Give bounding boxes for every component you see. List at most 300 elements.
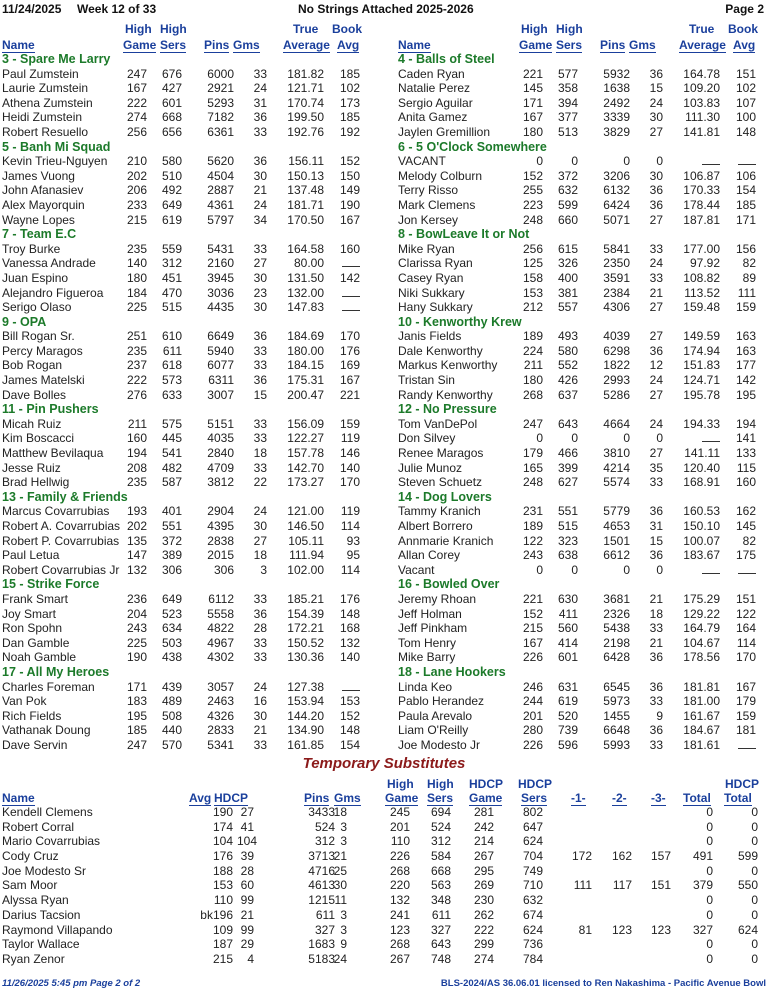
games: 24 <box>649 416 663 431</box>
high-game: 247 <box>126 737 147 752</box>
book-average: 185 <box>339 110 360 125</box>
pins: 7182 <box>207 110 234 125</box>
book-average-blank <box>342 300 360 315</box>
pins: 3812 <box>207 475 234 490</box>
sub-header-hdcp-total-l1: HDCP <box>725 777 760 791</box>
pins: 4709 <box>207 460 234 475</box>
header-true: True <box>689 22 715 36</box>
games: 18 <box>649 606 663 621</box>
high-sers: 601 <box>557 650 578 665</box>
bowler-name: Hany Sukkary <box>398 300 473 315</box>
sub-game-2: 117 <box>612 878 632 893</box>
games: 33 <box>253 591 267 606</box>
games: 36 <box>253 606 267 621</box>
bowler-name: Paul Zumstein <box>2 66 79 81</box>
bowler-row <box>0 96 380 111</box>
high-game: 180 <box>522 124 543 139</box>
sub-pins: 3713 <box>308 849 335 864</box>
sub-header-name: Name <box>2 791 35 805</box>
header-true: True <box>293 22 319 36</box>
high-sers: 656 <box>161 124 182 139</box>
book-average: 142 <box>339 270 360 285</box>
sub-pins: 327 <box>314 922 335 937</box>
sub-name: Kendell Clemens <box>2 805 93 819</box>
games: 33 <box>649 694 663 709</box>
high-game: 226 <box>522 650 543 665</box>
sub-game-2: 162 <box>611 849 632 864</box>
blank-line <box>702 564 720 574</box>
sub-hdcp-game: 299 <box>473 937 494 952</box>
sub-total: 0 <box>706 819 713 834</box>
games: 33 <box>253 460 267 475</box>
team-title: 3 - Spare Me Larry <box>2 52 111 66</box>
team-title: 8 - BowLeave It or Not <box>398 227 530 242</box>
team-title: 13 - Family & Friends <box>2 489 128 504</box>
bowler-name: Dale Kenworthy <box>398 343 483 358</box>
pins: 4395 <box>207 519 234 533</box>
true-average: 168.91 <box>683 475 720 490</box>
high-sers: 541 <box>161 446 182 461</box>
book-average: 114 <box>736 635 756 650</box>
true-average: 183.67 <box>683 548 720 563</box>
games: 36 <box>649 723 663 738</box>
true-average: 175.29 <box>683 591 720 606</box>
sub-name: Mario Covarrubias <box>2 834 101 849</box>
high-sers: 372 <box>161 533 182 548</box>
sub-hdcp-game: 214 <box>473 834 494 849</box>
high-game: 224 <box>522 343 543 358</box>
games: 33 <box>253 635 267 650</box>
high-game: 179 <box>522 446 543 461</box>
book-average: 185 <box>339 66 360 81</box>
pins: 2015 <box>207 548 234 563</box>
high-game: 235 <box>126 475 147 490</box>
pins: 3945 <box>207 270 234 285</box>
bowler-name: Tom Henry <box>398 635 457 650</box>
footer-license: BLS-2024/AS 36.06.01 licensed to Ren Nakashima - Pacific Avenue Bowl <box>440 978 766 989</box>
high-game: 158 <box>522 270 543 285</box>
sub-hdcp-sers: 647 <box>522 819 543 834</box>
header-high-sers-l2: Sers <box>556 38 583 52</box>
sub-game-1: 111 <box>573 878 592 893</box>
true-average: 150.10 <box>683 519 720 533</box>
book-average: 160 <box>339 241 360 256</box>
book-average: 107 <box>735 95 756 110</box>
bowler-name: Serigo Olaso <box>2 300 72 315</box>
bowler-name: Noah Gamble <box>2 650 77 665</box>
pins: 5973 <box>603 694 630 709</box>
bowler-name: Dave Bolles <box>2 387 67 402</box>
bowler-name: Bob Rogan <box>2 358 63 373</box>
high-game: 132 <box>126 562 147 577</box>
pins: 6428 <box>603 650 630 665</box>
pins: 5940 <box>207 343 234 358</box>
true-average: 184.69 <box>287 329 324 344</box>
pins: 4822 <box>207 621 234 636</box>
high-game: 167 <box>522 635 543 650</box>
true-average: 184.67 <box>683 723 720 738</box>
high-game: 221 <box>522 66 543 81</box>
games: 30 <box>253 168 267 183</box>
high-game: 211 <box>127 416 147 431</box>
sub-pins: 1683 <box>308 937 335 952</box>
sub-hdcp: 99 <box>240 893 254 908</box>
team-title: 14 - Dog Lovers <box>398 489 492 504</box>
bowler-name: Percy Maragos <box>2 343 83 358</box>
true-average: 181.81 <box>683 679 720 694</box>
report-date: 11/24/2025 <box>2 2 62 16</box>
games: 15 <box>253 387 267 402</box>
high-game: 183 <box>126 694 147 709</box>
high-game: 237 <box>126 358 147 373</box>
header-gms: Gms <box>233 38 260 52</box>
sub-total: 0 <box>706 907 713 922</box>
pins: 5071 <box>603 212 630 227</box>
games: 15 <box>649 81 663 96</box>
header-book: Book <box>728 22 758 36</box>
bowler-row <box>396 738 768 753</box>
high-game: 221 <box>522 591 543 606</box>
book-average: 149 <box>339 183 360 198</box>
games: 30 <box>253 519 267 533</box>
true-average: 141.11 <box>684 446 720 461</box>
pins: 6648 <box>603 723 630 738</box>
games: 33 <box>649 475 663 490</box>
sub-pins: 3433 <box>308 805 335 819</box>
true-average: 147.83 <box>287 300 324 315</box>
games: 33 <box>253 650 267 665</box>
bowler-name: Julie Munoz <box>398 460 463 475</box>
sub-high-sers: 748 <box>430 951 451 966</box>
games: 36 <box>253 154 267 169</box>
book-average-blank <box>738 738 756 753</box>
bowler-name: Steven Schuetz <box>398 475 483 490</box>
bowler-name: Athena Zumstein <box>2 95 93 110</box>
bowler-row <box>0 650 380 665</box>
sub-pins: 4716 <box>308 863 335 878</box>
substitute-row <box>0 923 768 938</box>
true-average: 111.94 <box>289 548 324 563</box>
bowler-row <box>396 431 768 446</box>
high-game: 135 <box>126 533 147 548</box>
true-average: 103.83 <box>683 95 720 110</box>
high-game: 235 <box>126 343 147 358</box>
bowler-name: Anita Gamez <box>398 110 468 125</box>
sub-game-1: 172 <box>571 849 592 864</box>
true-average: 144.20 <box>287 708 324 723</box>
sub-hdcp-total: 0 <box>751 863 758 878</box>
sub-high-sers: 668 <box>430 863 451 878</box>
bowler-row <box>0 198 380 213</box>
games: 15 <box>649 533 663 548</box>
true-average: 80.00 <box>293 256 324 271</box>
bowler-row <box>396 388 768 403</box>
team-title: 7 - Team E.C <box>2 227 77 242</box>
true-average: 127.38 <box>287 679 324 694</box>
bowler-name: Vanessa Andrade <box>2 256 96 271</box>
bowler-row <box>396 519 768 534</box>
header-book-avg: Avg <box>733 38 756 52</box>
sub-header-hdcp-game-l2: Game <box>469 791 503 805</box>
sub-hdcp-sers: 736 <box>522 937 543 952</box>
header-high-game-l2: Game <box>123 38 157 52</box>
sub-hdcp-total: 0 <box>751 951 758 966</box>
sub-games: 30 <box>333 878 347 893</box>
book-average: 176 <box>339 591 360 606</box>
bowler-row <box>396 417 768 432</box>
games: 3 <box>260 562 267 577</box>
sub-high-sers: 327 <box>430 922 451 937</box>
true-average: 178.56 <box>683 650 720 665</box>
bowler-row <box>0 183 380 198</box>
team-title: 12 - No Pressure <box>398 402 497 417</box>
sub-pins: 312 <box>314 834 335 849</box>
true-average: 130.36 <box>287 650 324 665</box>
games: 33 <box>253 66 267 81</box>
book-average: 119 <box>340 504 360 519</box>
book-average: 164 <box>735 621 756 636</box>
pins: 3810 <box>603 446 630 461</box>
bowler-row <box>0 461 380 476</box>
bowler-name: Clarissa Ryan <box>398 256 473 271</box>
sub-high-game: 220 <box>389 878 410 893</box>
bowler-name: Frank Smart <box>2 591 69 606</box>
pins: 3681 <box>603 591 630 606</box>
true-average: 181.61 <box>683 737 720 752</box>
sub-average: 174 <box>212 819 233 834</box>
bowler-row <box>396 607 768 622</box>
true-average: 194.33 <box>683 416 720 431</box>
sub-hdcp-sers: 674 <box>522 907 543 922</box>
true-average: 156.11 <box>288 154 324 169</box>
blank-line <box>738 155 756 165</box>
games: 35 <box>649 460 663 475</box>
sub-average: 176 <box>212 849 233 864</box>
sub-average: 153 <box>212 878 233 893</box>
sub-game-1: 81 <box>578 922 592 937</box>
bowler-name: Markus Kenworthy <box>398 358 498 373</box>
sub-header-hdcp-total-l2: Total <box>724 791 752 805</box>
bowler-name: Mike Ryan <box>398 241 455 256</box>
sub-hdcp: 27 <box>240 805 254 819</box>
sub-header-high-game-l1: High <box>387 777 414 791</box>
high-sers: 312 <box>161 256 182 271</box>
true-average: 153.94 <box>287 694 324 709</box>
bowler-row <box>0 607 380 622</box>
pins: 5286 <box>603 387 630 402</box>
sub-hdcp-total: 0 <box>751 805 758 819</box>
column-headers <box>0 20 768 52</box>
games: 21 <box>253 723 267 738</box>
true-average: 105.11 <box>288 533 324 548</box>
book-average: 160 <box>735 475 756 490</box>
header-high-sers-l1: High <box>556 22 583 36</box>
true-average: 159.48 <box>683 300 720 315</box>
sub-pins: 524 <box>314 819 335 834</box>
substitutes-title: Temporary Substitutes <box>302 755 466 772</box>
bowler-name: Kim Boscacci <box>2 431 75 446</box>
high-game: 222 <box>126 95 147 110</box>
sub-total: 0 <box>706 893 713 908</box>
high-game: 152 <box>522 168 543 183</box>
sub-games: 3 <box>340 922 347 937</box>
bowler-row <box>396 563 768 578</box>
sub-high-game: 110 <box>390 834 410 849</box>
blank-line <box>702 432 720 442</box>
true-average: 121.71 <box>287 81 324 96</box>
bowler-row <box>396 183 768 198</box>
bowler-row <box>0 300 380 315</box>
bowler-name: Caden Ryan <box>398 66 465 81</box>
high-game: 195 <box>126 708 147 723</box>
true-average: 200.47 <box>287 387 324 402</box>
pins: 5620 <box>207 154 234 169</box>
pins: 6298 <box>603 343 630 358</box>
pins: 5558 <box>207 606 234 621</box>
header-average: Average <box>283 38 330 52</box>
sub-hdcp: 99 <box>240 922 254 937</box>
bowler-row <box>396 242 768 257</box>
high-sers: 627 <box>557 475 578 490</box>
sub-name: Ryan Zenor <box>2 951 65 966</box>
games: 30 <box>649 168 663 183</box>
games: 33 <box>253 416 267 431</box>
bowler-name: John Afanasiev <box>2 183 84 198</box>
high-sers: 358 <box>557 81 578 96</box>
high-sers: 377 <box>557 110 578 125</box>
high-sers: 631 <box>557 679 578 694</box>
high-sers: 510 <box>161 168 182 183</box>
sub-header-hdcp-sers-l2: Sers <box>521 791 548 805</box>
high-sers: 676 <box>161 66 182 81</box>
high-game: 160 <box>126 431 147 446</box>
book-average: 148 <box>735 124 756 139</box>
bowler-row <box>0 417 380 432</box>
book-average: 154 <box>339 737 360 752</box>
high-game: 210 <box>126 154 147 169</box>
sub-high-sers: 584 <box>430 849 451 864</box>
book-average: 171 <box>735 212 756 227</box>
games: 31 <box>253 95 267 110</box>
sub-hdcp-game: 295 <box>473 863 494 878</box>
games: 33 <box>649 737 663 752</box>
sub-games: 3 <box>340 819 347 834</box>
book-average: 106 <box>735 168 756 183</box>
sub-hdcp-game: 230 <box>473 893 494 908</box>
true-average: 160.53 <box>683 504 720 519</box>
true-average: 199.50 <box>287 110 324 125</box>
games: 33 <box>253 358 267 373</box>
pins: 1638 <box>603 81 630 96</box>
high-sers: 668 <box>161 110 182 125</box>
bowler-name: Ron Spohn <box>2 621 63 636</box>
book-average-blank <box>738 563 756 578</box>
bowler-row <box>396 461 768 476</box>
sub-hdcp-total: 0 <box>751 819 758 834</box>
pins: 4504 <box>207 168 234 183</box>
high-sers: 619 <box>557 694 578 709</box>
pins: 4435 <box>207 300 234 315</box>
pins: 2840 <box>207 446 234 461</box>
sub-average: bk196 <box>200 907 233 922</box>
book-average: 142 <box>735 373 756 388</box>
high-sers: 482 <box>161 460 182 475</box>
bowler-name: Joe Modesto Jr <box>398 737 481 752</box>
header-name: Name <box>2 38 35 52</box>
sub-header-avg: Avg <box>189 791 212 805</box>
book-average: 176 <box>339 343 360 358</box>
high-game: 212 <box>522 300 543 315</box>
high-game: 145 <box>522 81 543 96</box>
book-average: 146 <box>339 446 360 461</box>
pins: 4302 <box>207 650 234 665</box>
book-average: 145 <box>735 519 756 533</box>
games: 36 <box>253 329 267 344</box>
sub-high-game: 123 <box>389 922 410 937</box>
bowler-name: Don Silvey <box>398 431 456 446</box>
sub-high-game: 132 <box>389 893 410 908</box>
bowler-name: Janis Fields <box>398 329 462 344</box>
sub-hdcp-sers: 749 <box>522 863 543 878</box>
true-average: 192.76 <box>287 124 324 139</box>
blank-line <box>342 301 360 311</box>
true-average: 164.79 <box>683 621 720 636</box>
true-average: 120.40 <box>683 460 720 475</box>
bowler-name: Robert Resuello <box>2 124 89 139</box>
book-average: 152 <box>339 154 360 169</box>
bowler-row <box>0 636 380 651</box>
high-game: 274 <box>126 110 147 125</box>
substitute-row <box>0 805 768 820</box>
true-average: 146.50 <box>287 519 324 533</box>
sub-hdcp-sers: 710 <box>522 878 543 893</box>
pins: 5841 <box>603 241 630 256</box>
book-average: 100 <box>735 110 756 125</box>
high-game: 256 <box>522 241 543 256</box>
pins: 5151 <box>207 416 234 431</box>
games: 28 <box>253 621 267 636</box>
bowler-row <box>396 169 768 184</box>
bowler-row <box>396 213 768 228</box>
blank-line <box>342 681 360 691</box>
games: 27 <box>253 256 267 271</box>
pins: 5932 <box>603 66 630 81</box>
bowler-name: Troy Burke <box>2 241 61 256</box>
bowler-row <box>0 329 380 344</box>
book-average: 185 <box>735 197 756 212</box>
games: 0 <box>656 562 663 577</box>
true-average: 174.94 <box>683 343 720 358</box>
book-average: 195 <box>735 387 756 402</box>
games: 24 <box>649 95 663 110</box>
sub-header-hdcp: HDCP <box>214 791 249 805</box>
high-sers: 570 <box>161 737 182 752</box>
games: 33 <box>253 124 267 139</box>
sub-high-sers: 348 <box>430 893 451 908</box>
high-sers: 466 <box>557 446 578 461</box>
games: 36 <box>649 343 663 358</box>
bowler-row <box>396 300 768 315</box>
bowler-name: Paul Letua <box>2 548 60 563</box>
high-sers: 611 <box>162 343 182 358</box>
substitute-row <box>0 878 768 893</box>
true-average: 108.82 <box>683 270 720 285</box>
sub-games: 21 <box>333 849 347 864</box>
sub-hdcp-game: 222 <box>473 922 494 937</box>
book-average: 194 <box>735 416 756 431</box>
high-game: 0 <box>536 154 543 169</box>
sub-average: 109 <box>212 922 233 937</box>
